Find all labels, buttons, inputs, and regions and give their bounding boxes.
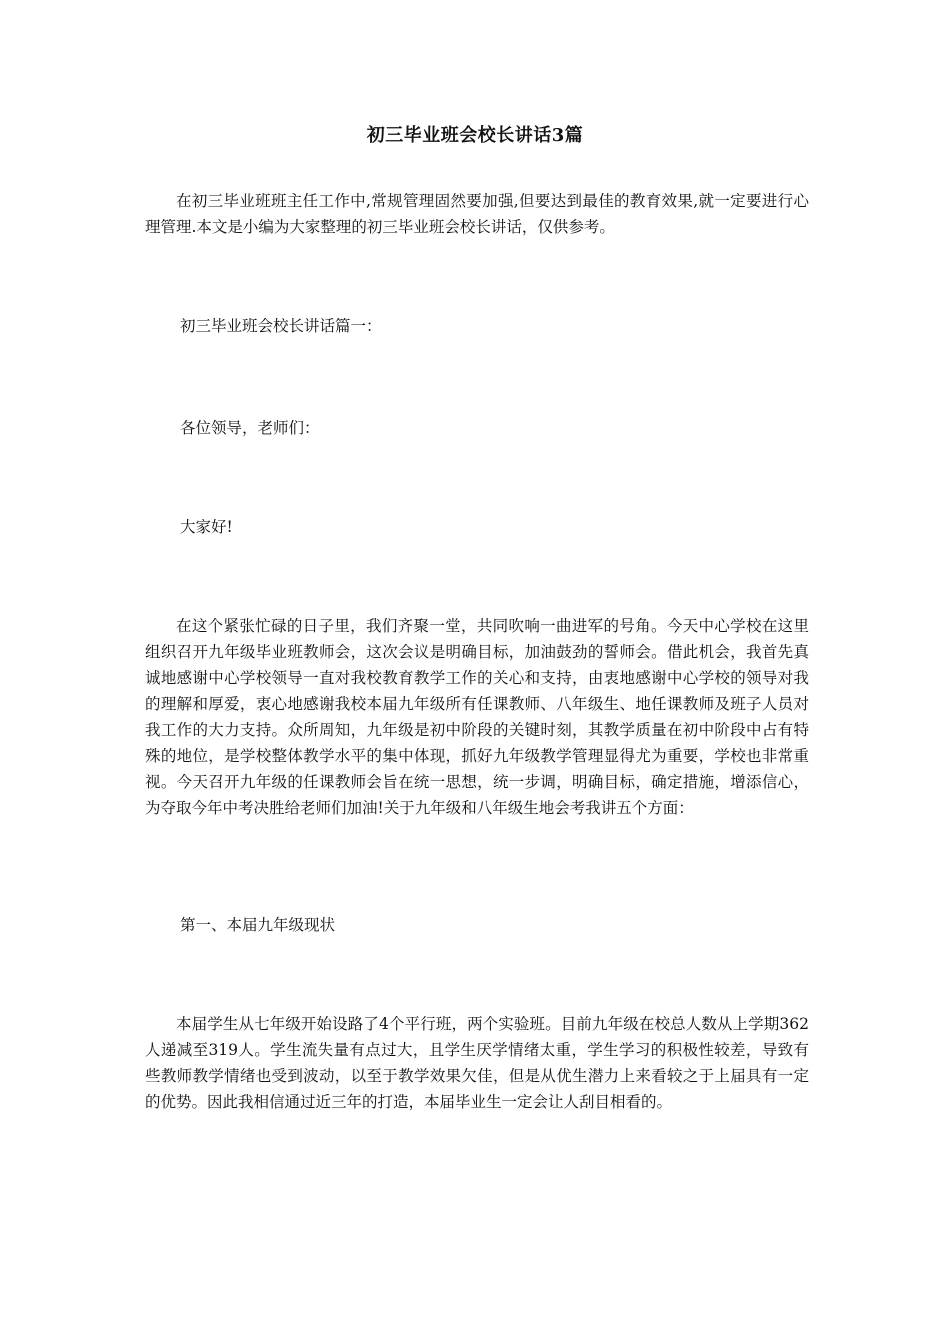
body-paragraph-2: 本届学生从七年级开始设路了4个平行班，两个实验班。目前九年级在校总人数从上学期362人递减至319人。学生流失量有点过大，且学生厌学情绪太重，学生学习的积极性较差，导致有些教师教学情绪也受到波动，以至于教学效果欠佳，但是从优生潜力上来看较之于上届具有一定的优势。因此我相信通过近三年的打造，本届毕业生一定会让人刮目相看的。 — [145, 1015, 809, 1111]
page-title: 初三毕业班会校长讲话3篇 — [366, 125, 584, 146]
salutation: 各位领导，老师们： — [180, 419, 320, 437]
intro-paragraph: 在初三毕业班班主任工作中,常规管理固然要加强,但要达到最佳的教育效果,就一定要进行心理管理.本文是小编为大家整理的初三毕业班会校长讲话，仅供参考。 — [145, 192, 809, 236]
body-paragraph-1: 在这个紧张忙碌的日子里，我们齐聚一堂，共同吹响一曲进军的号角。今天中心学校在这里组织召开九年级毕业班教师会，这次会议是明确目标，加油鼓劲的誓师会。借此机会，我首先真诚地感谢中心学校领导一直对我校教育教学工作的关心和支持，由衷地感谢中心学校的领导对我的理解和厚爱，衷心地感谢我校本届九年级所有任课教师、八年级生、地任课教师及班子人员对我工作的大力支持。众所周知，九年级是初中阶段的关键时刻，其教学质量在初中阶段中占有特殊的地位，是学校整体教学水平的集中体现，抓好九年级教学管理显得尤为重要，学校也非常重视。今天召开九年级的任课教师会旨在统一思想，统一步调，明确目标，确定措施，增添信心，为夺取今年中考决胜给老师们加油!关于九年级和八年级生地会考我讲五个方面： — [145, 617, 809, 817]
greeting: 大家好! — [180, 518, 233, 536]
section-heading-2: 第一、本届九年级现状 — [180, 916, 336, 934]
section-heading-1: 初三毕业班会校长讲话篇一： — [180, 317, 382, 335]
